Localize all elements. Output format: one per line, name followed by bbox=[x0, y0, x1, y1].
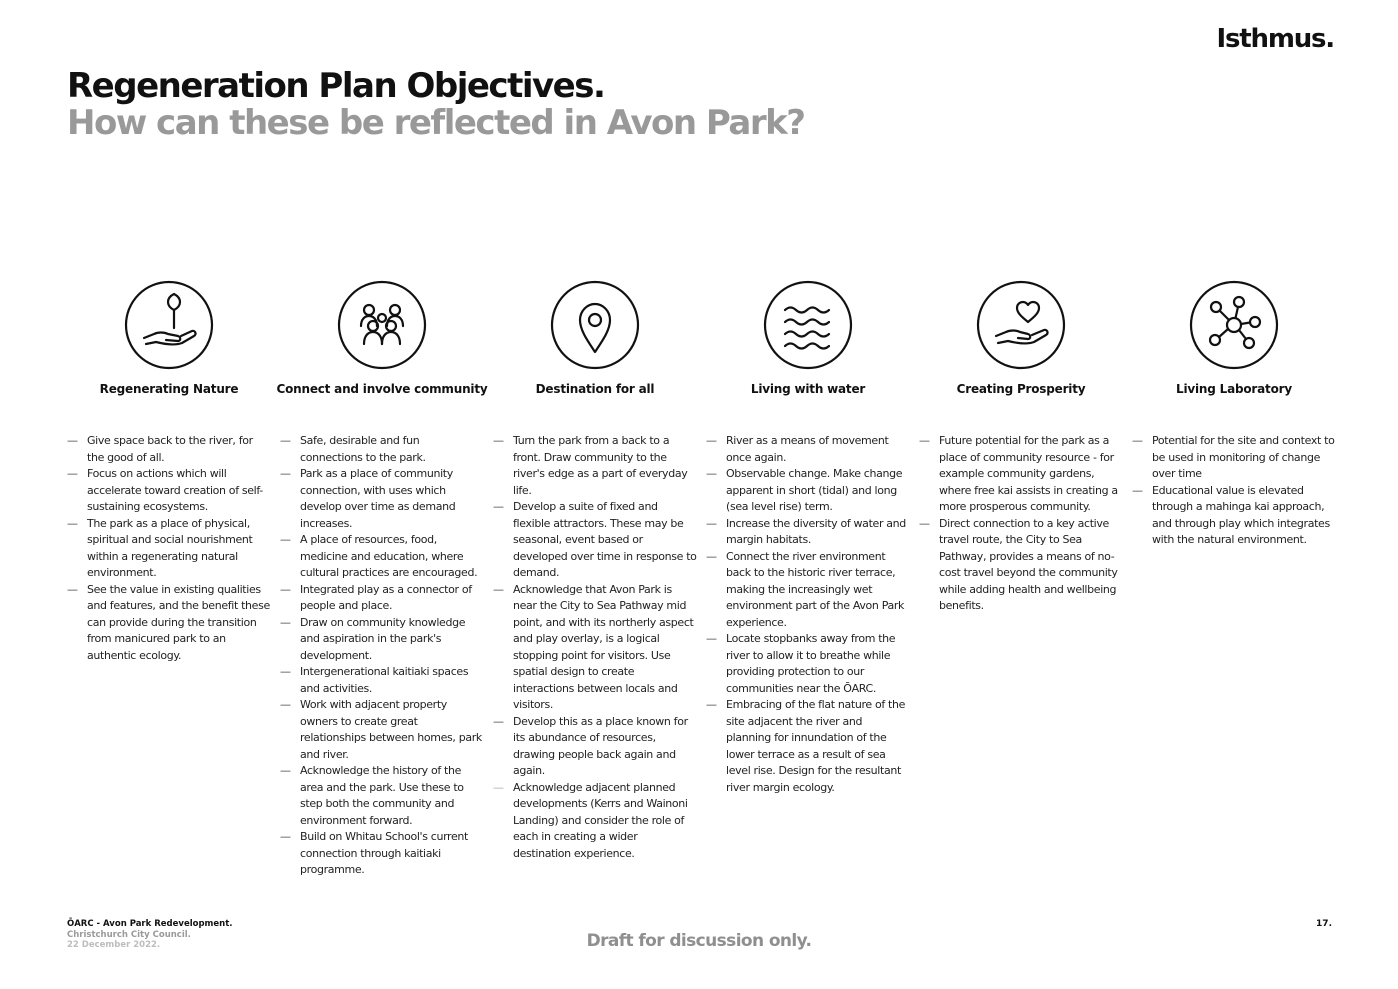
list-item: — Focus on actions which will accelerate toward creation of self-sustaining ecosystems. bbox=[67, 467, 263, 513]
list-item: — Acknowledge the history of the area and the park. Use these to step both the community and environment forward. bbox=[280, 764, 464, 827]
list-item: — Increase the diversity of water and margin habitats. bbox=[706, 516, 906, 546]
list-item: — A place of resources, food, medicine and education, where cultural practices are encouraged. bbox=[280, 533, 478, 579]
hand-heart-icon bbox=[919, 278, 1123, 370]
objective-list bbox=[919, 433, 1123, 615]
list-item: — Intergenerational kaitiaki spaces and activities. bbox=[280, 665, 469, 695]
objective-title: Living with water bbox=[750, 382, 866, 396]
page-number: 17. bbox=[1316, 919, 1332, 929]
footer-project: ŌARC - Avon Park Redevelopment. bbox=[67, 919, 233, 929]
objective-list bbox=[67, 433, 271, 664]
location-pin-icon bbox=[493, 278, 697, 370]
list-item: — Develop a suite of fixed and flexible attractors. These may be seasonal, event based or developed over time in response to demand. bbox=[493, 500, 697, 579]
objective-title: Living Laboratory bbox=[1176, 382, 1292, 396]
list-item: — See the value in existing qualities and features, and the benefit these can provide during the transition from manicured park to an authentic ecology. bbox=[67, 582, 270, 662]
page-title: Regeneration Plan Objectives. bbox=[67, 66, 605, 106]
objective-list bbox=[280, 433, 484, 879]
list-item: — Connect the river environment back to the historic river terrace, making the increasingly wet environment part of the Avon Park experience. bbox=[706, 549, 905, 629]
list-item: — Acknowledge adjacent planned developments (Kerrs and Wainoni Landing) and consider the role of each in creating a wider destination experience. bbox=[493, 780, 688, 860]
objective-title: Destination for all bbox=[535, 382, 655, 396]
list-item: — Acknowledge that Avon Park is near the City to Sea Pathway mid point, and with its northerly aspect and play overlay, is a logical stopping point for visitors. Use spatial design to create interactions between locals and visitors. bbox=[493, 582, 694, 711]
list-item: — Potential for the site and context to be used in monitoring of change over time bbox=[1132, 434, 1335, 480]
draft-notice: Draft for discussion only. bbox=[586, 931, 812, 951]
list-item: — Locate stopbanks away from the river to allow it to breathe while providing protection to our communities near the ŌARC. bbox=[706, 632, 896, 695]
list-item: — Direct connection to a key active travel route, the City to Sea Pathway, provides a means of no-cost travel beyond the community while adding health and wellbeing benefits. bbox=[919, 516, 1118, 612]
objective-title: Connect and involve community bbox=[276, 382, 488, 396]
list-item: — Future potential for the park as a place of community resource - for example community gardens, where free kai assists in creating a more prosperous community. bbox=[919, 434, 1118, 513]
objective-title: Creating Prosperity bbox=[956, 382, 1086, 396]
footer-date: 22 December 2022. bbox=[67, 940, 161, 950]
objective-list bbox=[493, 433, 697, 862]
brand-logo: Isthmus. bbox=[1216, 24, 1334, 54]
water-waves-icon bbox=[706, 278, 910, 370]
list-item: — The park as a place of physical, spiritual and social nourishment within a regenerating natural environment. bbox=[67, 516, 253, 579]
list-item: — Develop this as a place known for its abundance of resources, drawing people back again and again. bbox=[493, 714, 688, 777]
list-item: — Safe, desirable and fun connections to the park. bbox=[280, 434, 426, 464]
list-item: — River as a means of movement once again. bbox=[706, 434, 889, 464]
network-nodes-icon bbox=[1132, 278, 1336, 370]
objective-list bbox=[1132, 433, 1336, 549]
footer-client: Christchurch City Council. bbox=[67, 929, 191, 940]
list-item: — Give space back to the river, for the good of all. bbox=[67, 434, 253, 464]
objective-title: Regenerating Nature bbox=[99, 382, 239, 396]
objective-list bbox=[706, 433, 910, 796]
page-subtitle: How can these be reflected in Avon Park? bbox=[67, 103, 805, 143]
list-item: — Integrated play as a connector of people and place. bbox=[280, 582, 472, 612]
list-item: — Build on Whitau School's current connection through kaitiaki programme. bbox=[280, 830, 468, 876]
list-item: — Park as a place of community connection, with uses which develop over time as demand increases. bbox=[280, 467, 456, 530]
list-item: — Embracing of the flat nature of the site adjacent the river and planning for innundation of the lower terrace as a result of sea level rise. Design for the resultant river margin ecology. bbox=[706, 698, 906, 794]
list-item: — Draw on community knowledge and aspiration in the park's development. bbox=[280, 615, 466, 662]
list-item: — Observable change. Make change apparent in short (tidal) and long (sea level rise) term. bbox=[706, 467, 903, 513]
list-item: — Turn the park from a back to a front. Draw community to the river's edge as a part of everyday life. bbox=[493, 434, 688, 497]
list-item: — Educational value is elevated through a mahinga kai approach, and through play which integrates with the natural environment. bbox=[1132, 483, 1330, 546]
objectives-grid bbox=[0, 278, 1398, 898]
hand-seedling-icon bbox=[67, 278, 271, 370]
list-item: — Work with adjacent property owners to create great relationships between homes, park and river. bbox=[280, 698, 482, 761]
community-group-icon bbox=[280, 278, 484, 370]
